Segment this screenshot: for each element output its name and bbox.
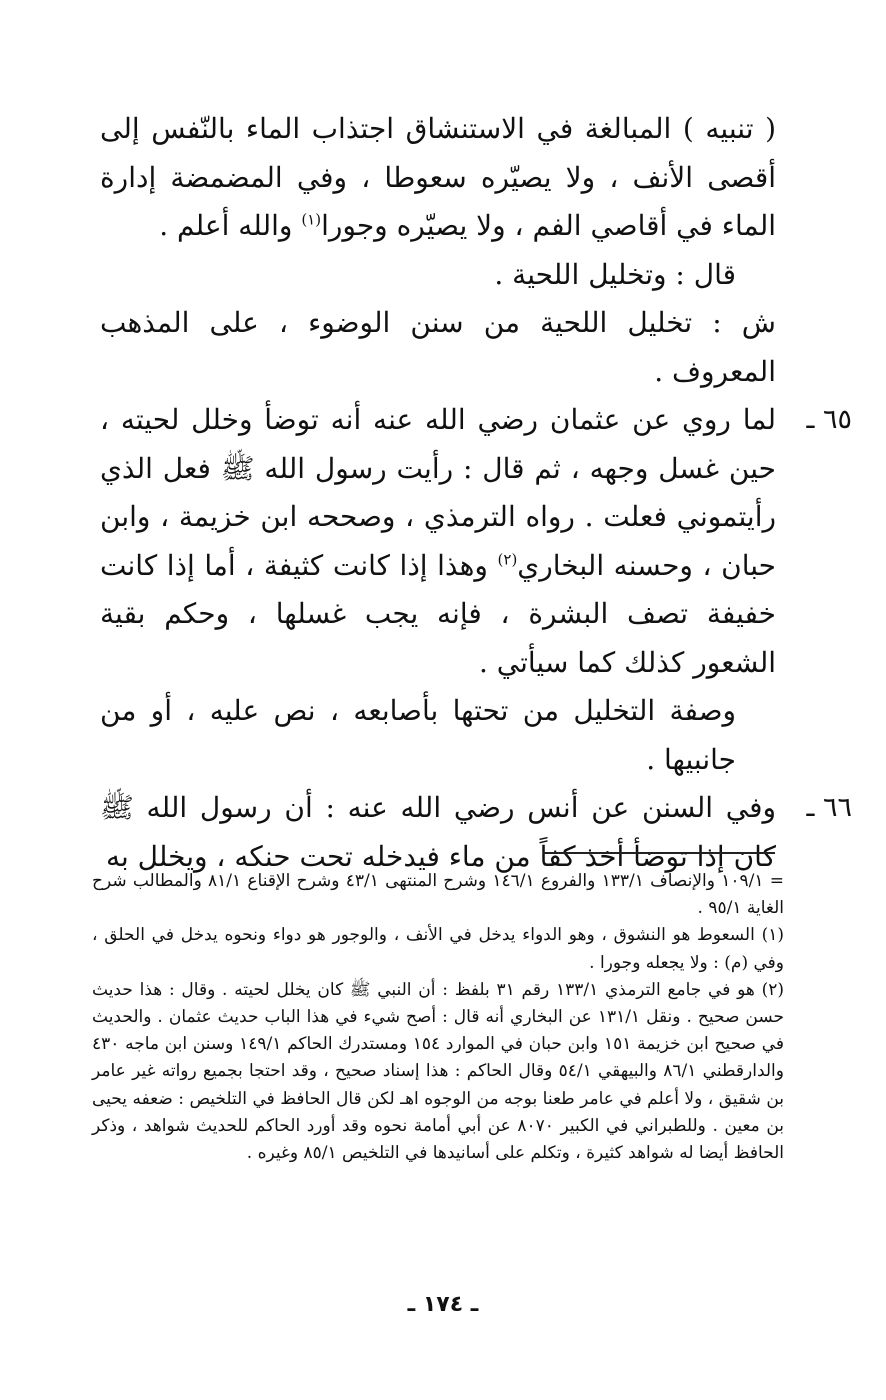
tanbih-ending: والله أعلم . — [159, 209, 302, 242]
footnote-continued: = ١٠٩/١ والإنصاف ١٣٣/١ والفروع ١٤٦/١ وشرح المنتهى ٤٣/١ وشرح الإقناع ٨١/١ والمطالب شرح الغاية ٩٥/١ . — [92, 871, 785, 919]
footnotes — [92, 868, 784, 1167]
footnote-ref-2: (٢) — [497, 550, 518, 569]
hadith-66 — [100, 784, 852, 881]
page-number: ـ ١٧٤ ـ — [407, 1292, 479, 1317]
main-text — [100, 105, 852, 881]
footnote-2: (٢) هو في جامع الترمذي ١٣٣/١ رقم ٣١ بلفظ : أن النبي ﷺ كان يخلل لحيته . وقال : هذا حديث حسن صحيح . ونقل ١٣١/١ عن البخاري أنه قال : أصح شيء في هذا الباب حديث عثمان . والحديث في صحيح ابن خزيمة ١٥١ وابن حبان في الموارد ١٥٤ ومستدرك الحاكم ١٤٩/١ وسنن ابن ماجه ٤٣٠ والدارقطني ٨٦/١ والبيهقي ٥٤/١ وقال الحاكم : هذا إسناد صحيح ، وقد احتجا بجميع رواته غير عامر بن شقيق ، ولا أعلم في عامر طعنا بوجه من الوجوه اهـ لكن قال الحافظ في التلخيص : ضعفه يحيى بن معين . وللطبراني في الكبير ٨٠٧٠ عن أبي أمامة نحوه وقد أورد الحاكم للحديث شواهد ، وذكر الحافظ أيضا له شواهد كثيرة ، وتكلم على أسانيدها في التلخيص ٨٥/١ وغيره . — [92, 979, 785, 1164]
tanbih-paragraph — [100, 105, 776, 251]
hadith-65-text: لما روي عن عثمان رضي الله عنه أنه توضأ وخلل لحيته ، حين غسل وجهه ، ثم قال : رأيت رسول الله ﷺ فعل الذي رأيتموني فعلت . رواه الترمذي ، وصححه ابن خزيمة ، وابن حبان ، وحسنه البخاري — [100, 403, 776, 582]
footnote-1: (١) السعوط هو النشوق ، وهو الدواء يدخل في الأنف ، والوجور هو دواء ونحوه يدخل في الحلق ، وفي (م) : ولا يجعله وجورا . — [92, 925, 784, 973]
hadith-66-text: وفي السنن عن أنس رضي الله عنه : أن رسول الله ﷺ كان إذا توضأ أخذ كفاً من ماء فيدخله تحت حنكه ، ويخلل به — [100, 791, 776, 873]
tanbih-text: ( تنبيه ) المبالغة في الاستنشاق اجتذاب الماء بالنّفس إلى أقصى الأنف ، ولا يصيّره سعوطا ، وفي المضمضة إدارة الماء في أقاصي الفم ، ولا يصيّره وجورا — [100, 112, 776, 242]
sharh-line: ش : تخليل اللحية من سنن الوضوء ، على المذهب المعروف . — [100, 306, 776, 388]
hadith-number-66: ٦٦ ـ — [806, 792, 852, 823]
footnote-separator — [543, 852, 775, 854]
qal-line: قال : وتخليل اللحية . — [494, 257, 736, 291]
hadith-number-65: ٦٥ ـ — [806, 404, 852, 435]
hadith-65 — [100, 396, 852, 687]
sifa-paragraph: وصفة التخليل من تحتها بأصابعه ، نص عليه ، أو من جانبيها . — [100, 694, 736, 776]
hadith-65-text-cont: وهذا إذا كانت كثيفة ، أما إذا كانت خفيفة تصف البشرة ، فإنه يجب غسلها ، وحكم بقية الشعور كذلك كما سيأتي . — [100, 548, 776, 679]
footnote-ref-1: (١) — [301, 210, 322, 229]
